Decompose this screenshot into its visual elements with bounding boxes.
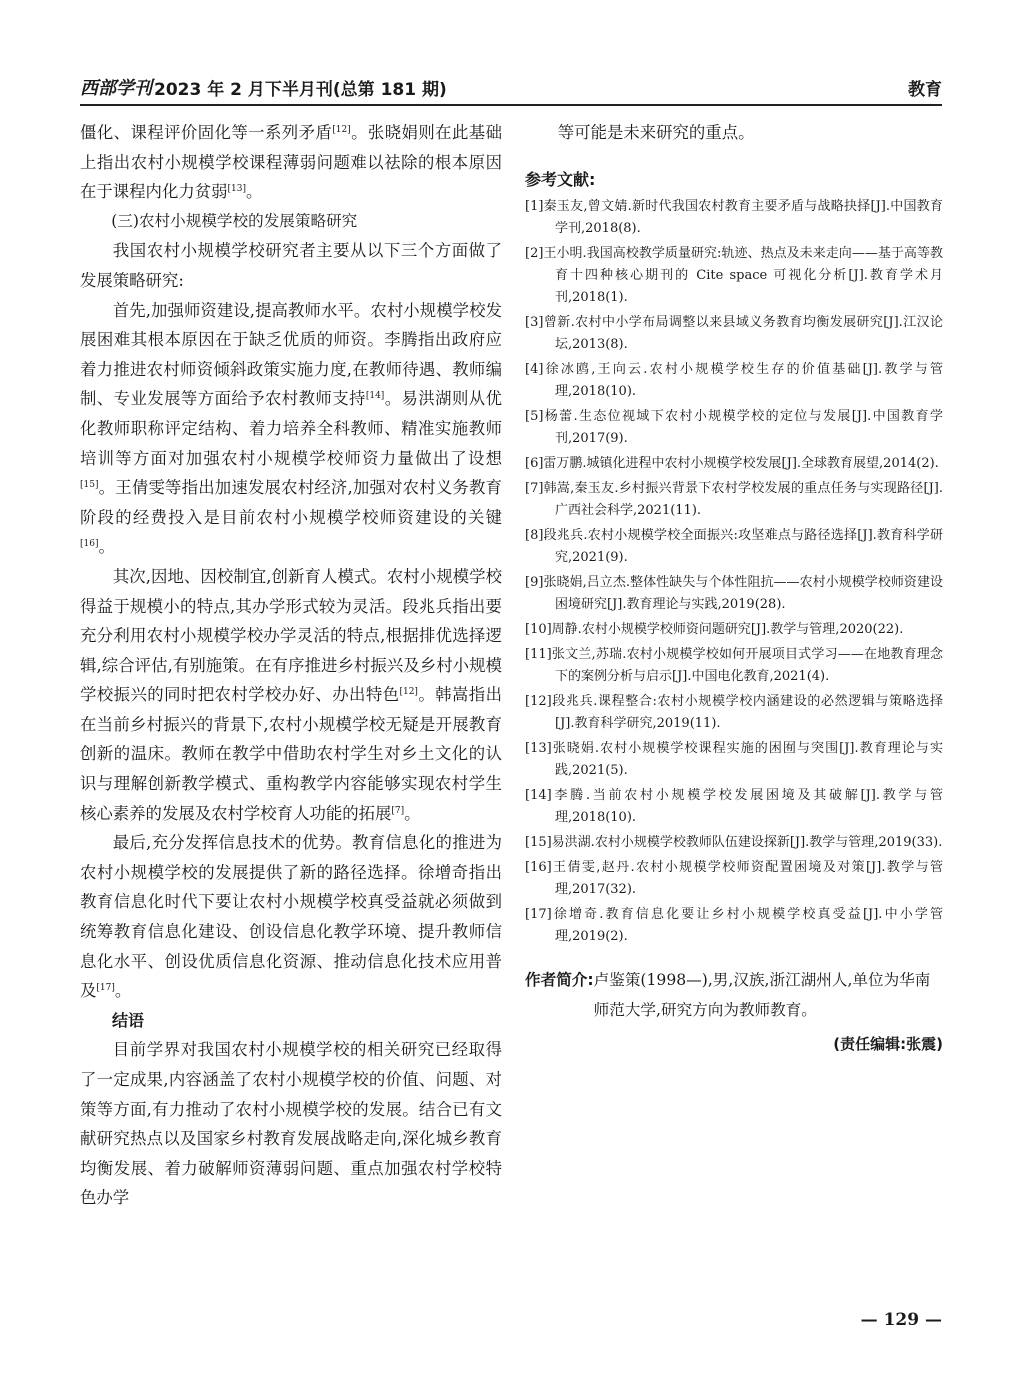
text: 。易洪湖则从优化教师职称评定结构、着力培养全科教师、精准实施教师培训等方面对加强农村小规模学校师资力量做出了设想 [80, 389, 503, 468]
author-bio-text: 卢鉴策(1998—),男,汉族,浙江湖州人,单位为华南师范大学,研究方向为教师教育。 [593, 971, 931, 1019]
reference-item: [13]张晓娟.农村小规模学校课程实施的困囿与突围[J].教育理论与实践,2021(5). [525, 741, 943, 778]
subsection-heading: (三)农村小规模学校的发展策略研究 [111, 211, 358, 230]
paragraph [80, 828, 502, 1006]
running-header [80, 70, 942, 106]
conclusion-heading: 结语 [112, 1010, 145, 1030]
journal-title [80, 74, 447, 100]
author-bio-label: 作者简介: [525, 971, 594, 989]
text: 僵化、课程评价固化等一系列矛盾 [80, 123, 333, 142]
reference-item: [5]杨蕾.生态位视域下农村小规模学校的定位与发展[J].中国教育学刊,2017(9). [525, 409, 943, 446]
issue-info: 2023 年 2 月下半月刊(总第 181 期) [154, 80, 447, 100]
reference-item: [9]张晓娟,吕立杰.整体性缺失与个体性阻抗——农村小规模学校师资建设困境研究[J].教育理论与实践,2019(28). [525, 575, 943, 612]
citation: [15] [80, 480, 99, 491]
text: 最后,充分发挥信息技术的优势。教育信息化的推进为农村小规模学校的发展提供了新的路径选择。徐增奇指出教育信息化时代下要让农村小规模学校真受益就必须做到统筹教育信息化建设、创设信息化教学环境、提升教师信息化水平、创设优质信息化资源、推动信息化技术应用普及 [80, 833, 502, 1001]
reference-item: [2]王小明.我国高校教学质量研究:轨迹、热点及未来走向——基于高等教育十四种核心期刊的 Cite space 可视化分析[J].教育学术月刊,2018(1). [525, 246, 943, 305]
reference-item: [8]段兆兵.农村小规模学校全面振兴:攻坚难点与路径选择[J].教育科学研究,2021(9). [525, 528, 943, 565]
right-column [525, 118, 943, 1054]
text: 其次,因地、因校制宜,创新育人模式。农村小规模学校得益于规模小的特点,其办学形式较为灵活。段兆兵指出要充分利用农村小规模学校办学灵活的特点,根据排优选择逻辑,综合评估,有别施策。在有序推进乡村振兴及乡村小规模学校振兴的同时把农村学校办好、办出特色 [80, 566, 502, 705]
journal-logo: 西部学刊 [80, 78, 152, 99]
left-column [80, 118, 502, 1213]
text: 。 [98, 537, 115, 557]
citation: [12] [332, 125, 351, 135]
section-name: 教育 [908, 80, 942, 100]
reference-item: [11]张文兰,苏瑞.农村小规模学校如何开展项目式学习——在地教育理念下的案例分析与启示[J].中国电化教育,2021(4). [525, 647, 943, 684]
text: 。王倩雯等指出加速发展农村经济,加强对农村义务教育阶段的经费投入是目前农村小规模学校师资建设的关键 [80, 478, 502, 527]
reference-item: [1]秦玉友,曾文婧.新时代我国农村教育主要矛盾与战略抉择[J].中国教育学刊,2018(8). [525, 199, 943, 236]
text: 。 [404, 803, 421, 823]
paragraph: 我国农村小规模学校研究者主要从以下三个方面做了发展策略研究: [80, 241, 502, 290]
paragraph-continued [80, 118, 502, 207]
text: 。韩嵩指出在当前乡村振兴的背景下,农村小规模学校无疑是开展教育创新的温床。教师在教学中借助农村学生对乡土文化的认识与理解创新教学模式、重构教学内容能够实现农村学生核心素养的发展及农村学校育人功能的拓展 [80, 685, 503, 823]
reference-item: [17]徐增奇.教育信息化要让乡村小规模学校真受益[J].中小学管理,2019(2). [525, 907, 943, 944]
reference-item: [14]李腾.当前农村小规模学校发展困境及其破解[J].教学与管理,2018(10). [525, 788, 943, 825]
references-heading: 参考文献: [525, 170, 596, 189]
paragraph [80, 562, 502, 828]
reference-item: [6]雷万鹏.城镇化进程中农村小规模学校发展[J].全球教育展望,2014(2). [525, 456, 939, 471]
responsible-editor: (责任编辑:张震) [833, 1035, 943, 1053]
reference-list [525, 196, 943, 948]
text: 。张晓娟则在此基础上指出农村小规模学校课程薄弱问题难以祛除的根本原因在于课程内化力贫弱 [80, 123, 503, 202]
citation: [17] [96, 983, 115, 994]
author-bio [525, 965, 943, 1025]
reference-item: [3]曾新.农村中小学布局调整以来县域义务教育均衡发展研究[J].江汉论坛,2013(8). [525, 315, 943, 352]
reference-item: [10]周静.农村小规模学校师资问题研究[J].教学与管理,2020(22). [525, 622, 904, 637]
paragraph [80, 296, 502, 562]
citation: [12] [399, 687, 418, 698]
reference-item: [4]徐冰鸥,王向云.农村小规模学校生存的价值基础[J].教学与管理,2018(10). [525, 362, 943, 399]
reference-item: [12]段兆兵.课程整合:农村小规模学校内涵建设的必然逻辑与策略选择[J].教育科学研究,2019(11). [525, 694, 943, 731]
citation: [7] [391, 805, 405, 816]
citation: [16] [80, 539, 99, 550]
text: 。 [114, 981, 132, 1001]
reference-item: [15]易洪湖.农村小规模学校教师队伍建设探新[J].教学与管理,2019(33). [525, 835, 943, 850]
text: 。 [246, 182, 263, 202]
citation: [14] [365, 391, 385, 402]
citation: [13] [227, 184, 246, 195]
page-number: — 129 — [860, 1310, 942, 1330]
reference-item: [7]韩嵩,秦玉友.乡村振兴背景下农村学校发展的重点任务与实现路径[J].广西社会科学,2021(11). [525, 481, 943, 518]
text: 首先,加强师资建设,提高教师水平。农村小规模学校发展困难其根本原因在于缺乏优质的师资。李腾指出政府应着力推进农村师资倾斜政策实施力度,在教师待遇、教师编制、专业发展等方面给予农村教师支持 [80, 300, 502, 409]
reference-item: [16]王倩雯,赵丹.农村小规模学校师资配置困境及对策[J].教学与管理,2017(32). [525, 860, 943, 897]
paragraph: 目前学界对我国农村小规模学校的相关研究已经取得了一定成果,内容涵盖了农村小规模学校的价值、问题、对策等方面,有力推动了农村小规模学校的发展。结合已有文献研究热点以及国家乡村教育发展战略走向,深化城乡教育均衡发展、着力破解师资薄弱问题、重点加强农村学校特色办学 [80, 1040, 502, 1208]
paragraph-continued: 等可能是未来研究的重点。 [557, 123, 755, 142]
